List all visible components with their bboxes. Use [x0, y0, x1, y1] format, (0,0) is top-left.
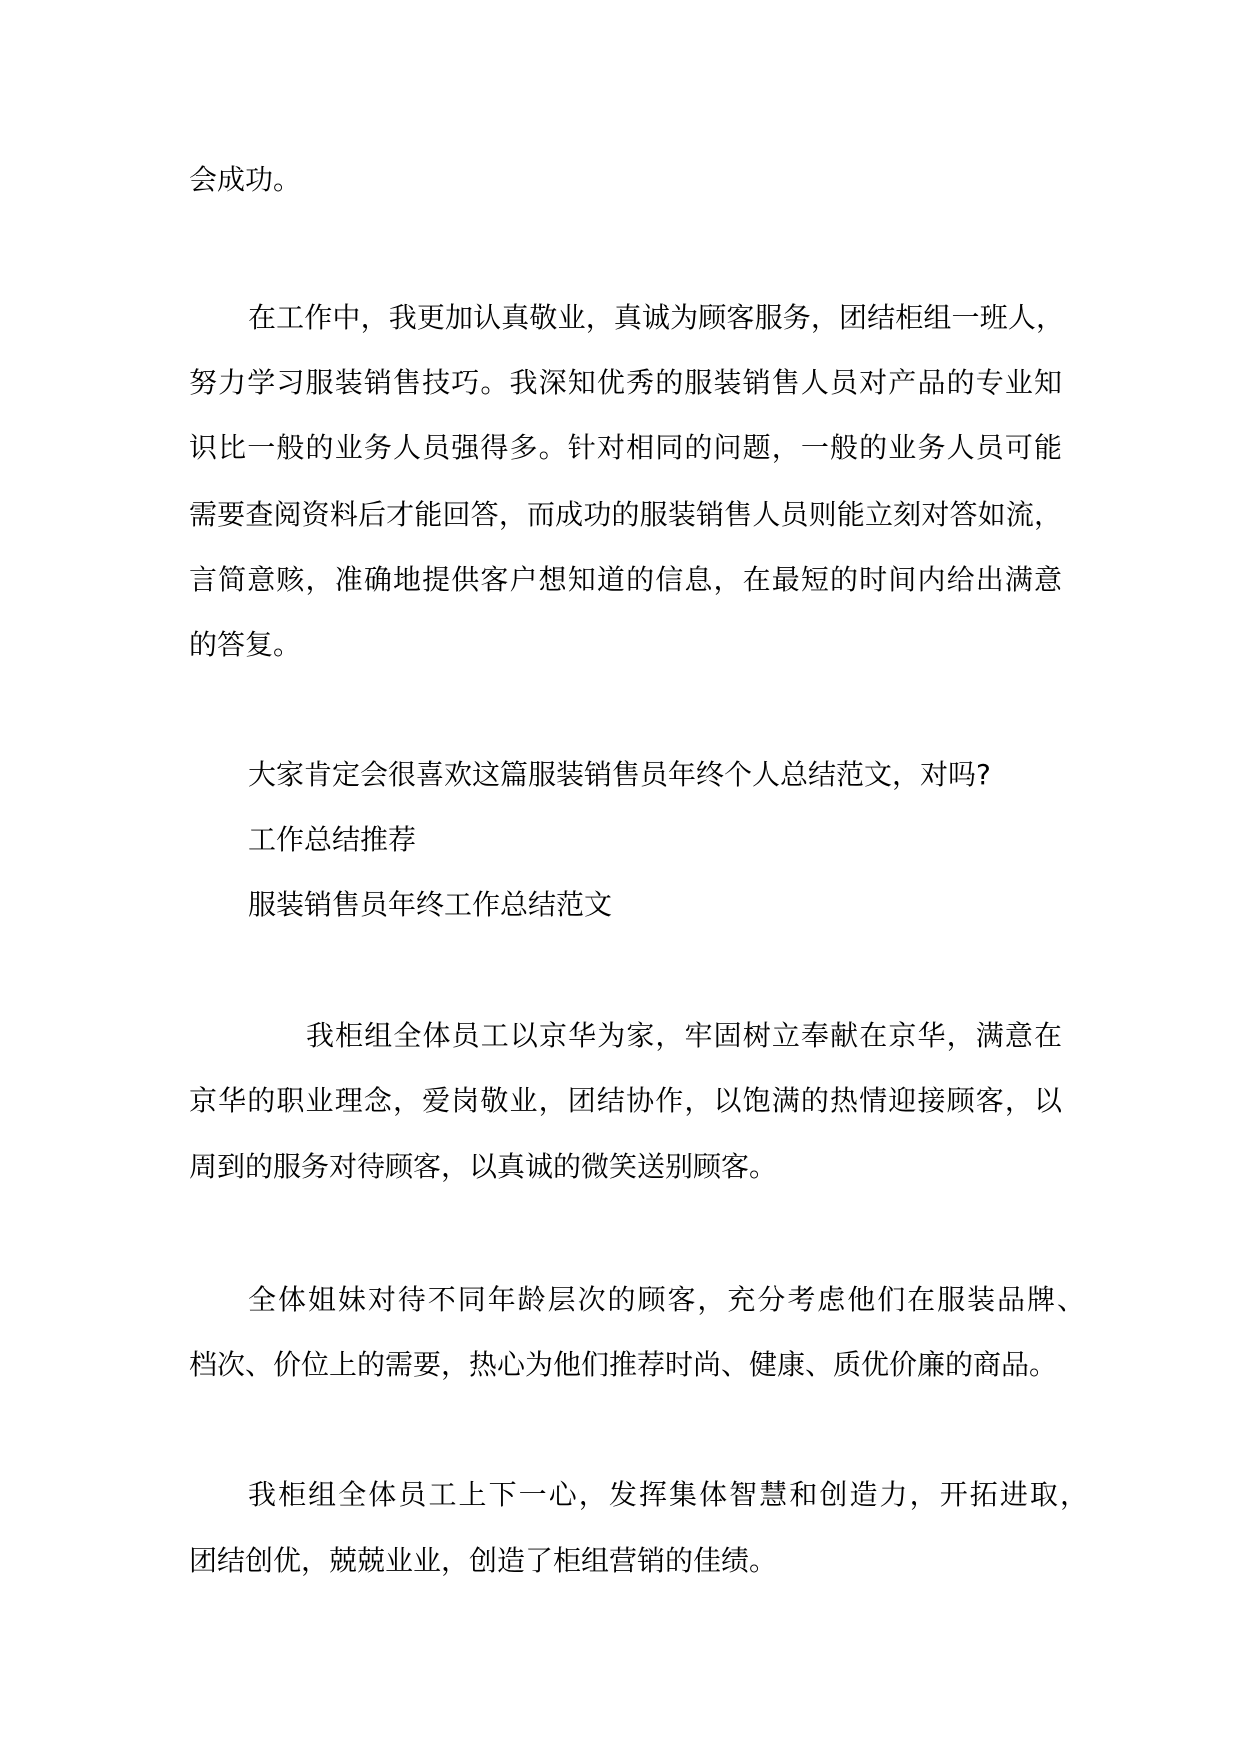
text-line: 档次、价位上的需要，热心为他们推荐时尚、健康、质优价廉的商品。	[189, 1348, 1058, 1381]
text-line: 在工作中，我更加认真敬业，真诚为顾客服务，团结柜组一班人，	[248, 301, 1064, 334]
text-line: 团结创优，兢兢业业，创造了柜组营销的佳绩。	[189, 1544, 778, 1577]
text-line: 言简意赅，准确地提供客户想知道的信息，在最短的时间内给出满意	[189, 563, 1062, 596]
text-line: 我柜组全体员工以京华为家，牢固树立奉献在京华，满意在	[306, 1019, 1062, 1052]
text-line: 识比一般的业务人员强得多。针对相同的问题，一般的业务人员可能	[189, 431, 1062, 464]
recommend-heading-text: 工作总结推荐	[248, 823, 417, 856]
text-line: 会成功。	[189, 163, 302, 196]
text-line: 需要查阅资料后才能回答，而成功的服装销售人员则能立刻对答如流，	[189, 498, 1062, 531]
text-line: 全体姐妹对待不同年龄层次的顾客，充分考虑他们在服装品牌、	[248, 1283, 1085, 1316]
text-line: 周到的服务对待顾客，以真诚的微笑送别顾客。	[189, 1150, 778, 1183]
text-line: 大家肯定会很喜欢这篇服装销售员年终个人总结范文，对吗?	[248, 758, 991, 791]
text-line: 努力学习服装销售技巧。我深知优秀的服装销售人员对产品的专业知	[189, 366, 1062, 399]
text-line: 京华的职业理念，爱岗敬业，团结协作，以饱满的热情迎接顾客，以	[189, 1084, 1062, 1117]
text-line: 我柜组全体员工上下一心，发挥集体智慧和创造力，开拓进取，	[248, 1478, 1088, 1511]
recommended-article-title-text: 服装销售员年终工作总结范文	[248, 888, 613, 921]
text-line: 的答复。	[189, 628, 302, 661]
